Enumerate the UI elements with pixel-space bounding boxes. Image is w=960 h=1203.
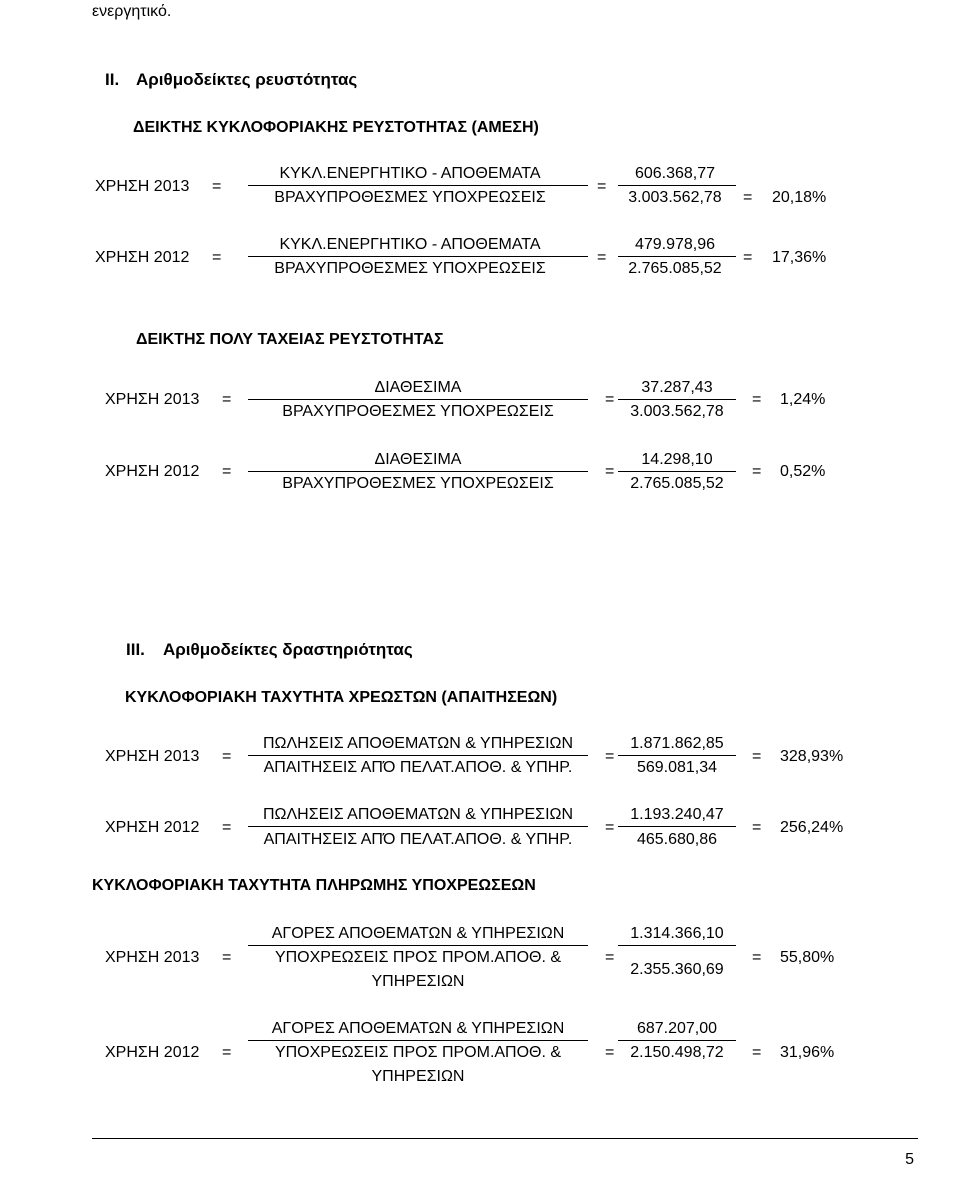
- denominator-value: 2.355.360,69: [630, 961, 724, 978]
- equals-sign: =: [743, 189, 753, 206]
- equals-sign: =: [605, 748, 615, 765]
- equals-sign: =: [222, 391, 232, 408]
- equals-sign: =: [222, 1044, 232, 1061]
- ratio-result: 55,80%: [780, 949, 835, 966]
- ratio-result: 0,52%: [780, 463, 826, 480]
- formula-denominator-line1: ΥΠΟΧΡΕΩΣΕΙΣ ΠΡΟΣ ΠΡΟΜ.ΑΠΟΘ. &: [274, 1044, 562, 1061]
- ratio-result: 328,93%: [780, 748, 844, 765]
- numerator-value: 479.978,96: [634, 236, 716, 253]
- receivables-turnover-title: ΚΥΚΛΟΦΟΡΙΑΚΗ ΤΑΧΥΤΗΤΑ ΧΡΕΩΣΤΩΝ (ΑΠΑΙΤΗΣΕΩΝ): [125, 689, 558, 706]
- fraction-line: [618, 945, 736, 946]
- section-title-activity: Αριθμοδείκτες δραστηριότητας: [163, 640, 413, 659]
- formula-numerator: ΑΓΟΡΕΣ ΑΠΟΘΕΜΑΤΩΝ & ΥΠΗΡΕΣΙΩΝ: [271, 925, 565, 942]
- equals-sign: =: [212, 178, 222, 195]
- section-number-ii: II.: [105, 70, 120, 89]
- fraction-line: [618, 1040, 736, 1041]
- year-label: ΧΡΗΣΗ 2013: [105, 391, 200, 408]
- year-label: ΧΡΗΣΗ 2013: [105, 949, 200, 966]
- year-label: ΧΡΗΣΗ 2012: [95, 249, 190, 266]
- equals-sign: =: [605, 949, 615, 966]
- equals-sign: =: [222, 949, 232, 966]
- numerator-value: 37.287,43: [641, 379, 713, 396]
- equals-sign: =: [605, 463, 615, 480]
- fraction-line: [248, 1040, 588, 1041]
- formula-numerator: ΠΩΛΗΣΕΙΣ ΑΠΟΘΕΜΑΤΩΝ & ΥΠΗΡΕΣΙΩΝ: [262, 806, 574, 823]
- ratio-result: 1,24%: [780, 391, 826, 408]
- numerator-value: 14.298,10: [641, 451, 713, 468]
- section-number-iii: III.: [126, 640, 145, 659]
- numerator-value: 1.193.240,47: [630, 806, 724, 823]
- equals-sign: =: [605, 1044, 615, 1061]
- equals-sign: =: [605, 819, 615, 836]
- fraction-line: [248, 185, 588, 186]
- numerator-value: 687.207,00: [636, 1020, 718, 1037]
- formula-numerator: ΑΓΟΡΕΣ ΑΠΟΘΕΜΑΤΩΝ & ΥΠΗΡΕΣΙΩΝ: [271, 1020, 565, 1037]
- formula-denominator: ΒΡΑΧΥΠΡΟΘΕΣΜΕΣ ΥΠΟΧΡΕΩΣΕΙΣ: [282, 403, 554, 420]
- fraction-line: [618, 399, 736, 400]
- equals-sign: =: [752, 463, 762, 480]
- section-title-liquidity: Αριθμοδείκτες ρευστότητας: [136, 70, 358, 89]
- year-label: ΧΡΗΣΗ 2012: [105, 819, 200, 836]
- fraction-line: [248, 755, 588, 756]
- fraction-line: [248, 945, 588, 946]
- equals-sign: =: [752, 391, 762, 408]
- formula-denominator-line2: ΥΠΗΡΕΣΙΩΝ: [371, 1068, 465, 1085]
- year-label: ΧΡΗΣΗ 2012: [105, 463, 200, 480]
- equals-sign: =: [752, 1044, 762, 1061]
- top-text-fragment: ενεργητικό.: [92, 3, 172, 20]
- numerator-value: 1.871.862,85: [630, 735, 724, 752]
- formula-numerator: ΚΥΚΛ.ΕΝΕΡΓΗΤΙΚΟ - ΑΠΟΘΕΜΑΤΑ: [279, 236, 541, 253]
- quick-ratio-title: ΔΕΙΚΤΗΣ ΠΟΛΥ ΤΑΧΕΙΑΣ ΡΕΥΣΤΟΤΗΤΑΣ: [136, 331, 444, 348]
- fraction-line: [618, 185, 736, 186]
- footer-rule: [92, 1138, 918, 1139]
- numerator-value: 606.368,77: [634, 165, 716, 182]
- fraction-line: [248, 399, 588, 400]
- denominator-value: 3.003.562,78: [630, 403, 724, 420]
- equals-sign: =: [222, 819, 232, 836]
- formula-denominator: ΒΡΑΧΥΠΡΟΘΕΣΜΕΣ ΥΠΟΧΡΕΩΣΕΙΣ: [274, 260, 546, 277]
- denominator-value: 465.680,86: [636, 831, 718, 848]
- formula-denominator-line1: ΥΠΟΧΡΕΩΣΕΙΣ ΠΡΟΣ ΠΡΟΜ.ΑΠΟΘ. &: [274, 949, 562, 966]
- equals-sign: =: [597, 249, 607, 266]
- fraction-line: [618, 755, 736, 756]
- page-number: 5: [905, 1151, 914, 1168]
- numerator-value: 1.314.366,10: [630, 925, 724, 942]
- ratio-result: 17,36%: [772, 249, 827, 266]
- year-label: ΧΡΗΣΗ 2013: [95, 178, 190, 195]
- formula-denominator-line2: ΥΠΗΡΕΣΙΩΝ: [371, 973, 465, 990]
- formula-numerator: ΚΥΚΛ.ΕΝΕΡΓΗΤΙΚΟ - ΑΠΟΘΕΜΑΤΑ: [279, 165, 541, 182]
- equals-sign: =: [752, 748, 762, 765]
- denominator-value: 2.765.085,52: [630, 475, 724, 492]
- payables-turnover-title: ΚΥΚΛΟΦΟΡΙΑΚΗ ΤΑΧΥΤΗΤΑ ΠΛΗΡΩΜΗΣ ΥΠΟΧΡΕΩΣΕΩΝ: [92, 877, 536, 894]
- ratio-result: 256,24%: [780, 819, 844, 836]
- equals-sign: =: [743, 249, 753, 266]
- fraction-line: [248, 471, 588, 472]
- equals-sign: =: [605, 391, 615, 408]
- formula-numerator: ΠΩΛΗΣΕΙΣ ΑΠΟΘΕΜΑΤΩΝ & ΥΠΗΡΕΣΙΩΝ: [262, 735, 574, 752]
- formula-numerator: ΔΙΑΘΕΣΙΜΑ: [374, 451, 462, 468]
- denominator-value: 3.003.562,78: [628, 189, 722, 206]
- equals-sign: =: [752, 819, 762, 836]
- fraction-line: [618, 826, 736, 827]
- ratio-result: 20,18%: [772, 189, 827, 206]
- formula-numerator: ΔΙΑΘΕΣΙΜΑ: [374, 379, 462, 396]
- denominator-value: 2.765.085,52: [628, 260, 722, 277]
- ratio-result: 31,96%: [780, 1044, 835, 1061]
- year-label: ΧΡΗΣΗ 2012: [105, 1044, 200, 1061]
- fraction-line: [248, 826, 588, 827]
- fraction-line: [618, 256, 736, 257]
- equals-sign: =: [597, 178, 607, 195]
- denominator-value: 569.081,34: [636, 759, 718, 776]
- fraction-line: [618, 471, 736, 472]
- formula-denominator: ΒΡΑΧΥΠΡΟΘΕΣΜΕΣ ΥΠΟΧΡΕΩΣΕΙΣ: [274, 189, 546, 206]
- fraction-line: [248, 256, 588, 257]
- equals-sign: =: [222, 463, 232, 480]
- current-ratio-title: ΔΕΙΚΤΗΣ ΚΥΚΛΟΦΟΡΙΑΚΗΣ ΡΕΥΣΤΟΤΗΤΑΣ (ΑΜΕΣΗ): [133, 119, 539, 136]
- equals-sign: =: [752, 949, 762, 966]
- formula-denominator: ΒΡΑΧΥΠΡΟΘΕΣΜΕΣ ΥΠΟΧΡΕΩΣΕΙΣ: [282, 475, 554, 492]
- equals-sign: =: [212, 249, 222, 266]
- formula-denominator: ΑΠΑΙΤΗΣΕΙΣ ΑΠΌ ΠΕΛΑΤ.ΑΠΟΘ. & ΥΠΗΡ.: [263, 759, 573, 776]
- year-label: ΧΡΗΣΗ 2013: [105, 748, 200, 765]
- denominator-value: 2.150.498,72: [630, 1044, 724, 1061]
- equals-sign: =: [222, 748, 232, 765]
- formula-denominator: ΑΠΑΙΤΗΣΕΙΣ ΑΠΌ ΠΕΛΑΤ.ΑΠΟΘ. & ΥΠΗΡ.: [263, 831, 573, 848]
